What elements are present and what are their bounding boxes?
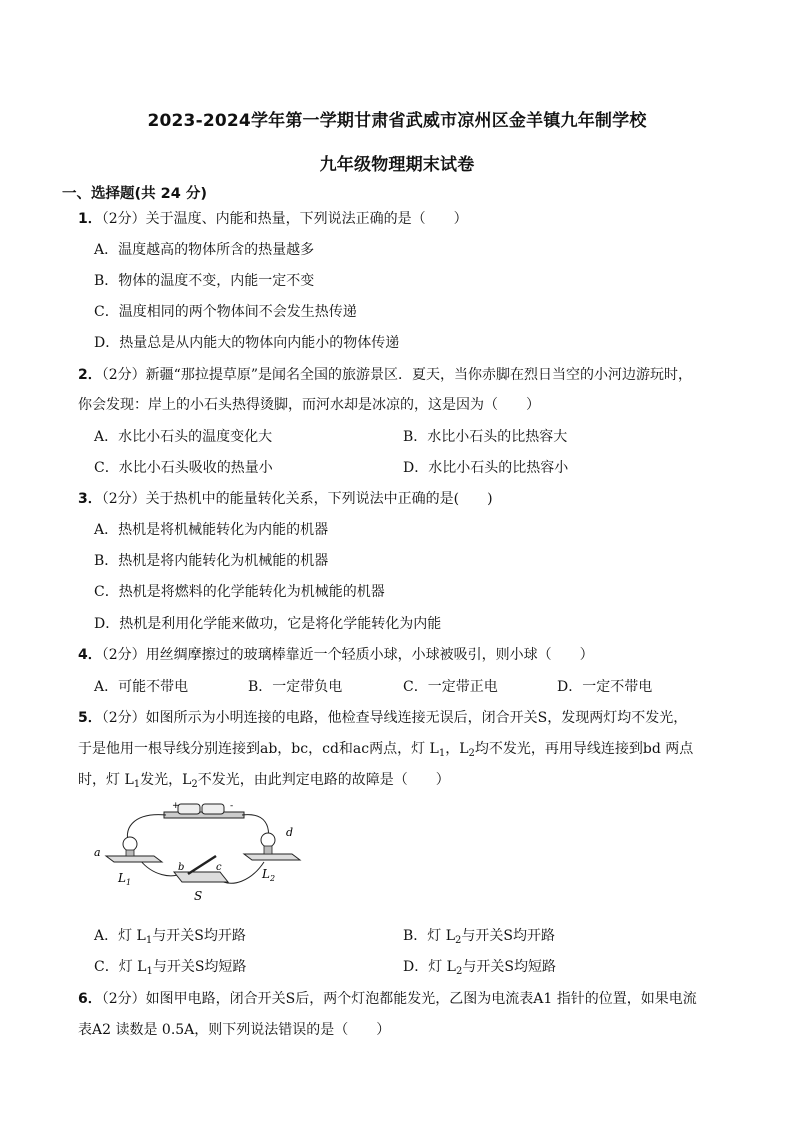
question-text: （2分）如图所示为小明连接的电路，他检查导线连接无误后，闭合开关S，发现两灯均不发光，: [101, 710, 688, 726]
q2-option-d: D．水比小石头的比热容小: [403, 460, 569, 476]
lamp-l1-socket: [126, 850, 134, 856]
q1-option-c: C．温度相同的两个物体间不会发生热传递: [94, 304, 357, 320]
question-text: （2分）关于热机中的能量转化关系，下列说法中正确的是( ): [101, 491, 493, 507]
q3-option-a: A．热机是将机械能转化为内能的机器: [94, 522, 329, 538]
lamp-l1-base: [106, 856, 162, 862]
text-run: 发光，L: [140, 772, 192, 788]
text-run: D．灯 L: [403, 959, 456, 975]
text-run: 与开关S均开路: [152, 928, 246, 944]
subscript: 1: [438, 748, 446, 759]
question-text: （2分）新疆“那拉提草原”是闻名全国的旅游景区．夏天，当你赤脚在烈日当空的小河边游玩时，: [101, 367, 692, 383]
question-5-stem-line3: [78, 769, 450, 790]
text-run: 于是他用一根导线分别连接到ab，bc，cd和ac两点，灯 L: [78, 741, 439, 757]
q1-option-d: D．热量总是从内能大的物体向内能小的物体传递: [94, 335, 400, 351]
circuit-diagram: [92, 800, 312, 912]
section-heading: 一、选择题(共 24 分): [62, 186, 208, 202]
question-number: 2．: [78, 367, 102, 383]
point-d-label: d: [286, 826, 294, 839]
q2-option-a: A．水比小石头的温度变化大: [94, 429, 273, 445]
switch-s-label: S: [194, 889, 203, 903]
question-text: （2分）用丝绸摩擦过的玻璃棒靠近一个轻质小球，小球被吸引，则小球（ ）: [101, 647, 594, 663]
question-2-stem-line2: 你会发现：岸上的小石头热得烫脚，而河水却是冰凉的，这是因为（ ）: [78, 397, 540, 413]
q5-option-c: [94, 956, 246, 977]
question-number: 6．: [78, 991, 102, 1007]
q2-option-c: C．水比小石头吸收的热量小: [94, 460, 273, 476]
question-text: （2分）关于温度、内能和热量，下列说法正确的是（ ）: [101, 211, 468, 227]
question-1-stem: [78, 208, 738, 228]
q4-option-d: D．一定不带电: [557, 679, 653, 695]
switch-base: [174, 872, 228, 882]
q4-option-b: B．一定带负电: [248, 679, 343, 695]
question-number: 4．: [78, 647, 102, 663]
subscript: 2: [455, 935, 462, 946]
lamp-l1-label: $L_1$: [118, 871, 132, 887]
subscript: 1: [133, 779, 141, 790]
text-run: 与开关S均短路: [152, 959, 247, 975]
question-3-stem: [78, 488, 738, 508]
battery-cell-2: [202, 804, 224, 814]
q5-option-b: [403, 925, 555, 946]
lamp-l2-socket: [264, 846, 272, 854]
q4-option-a: A．可能不带电: [94, 679, 189, 695]
question-6-stem-line2: 表A2 读数是 0.5A，则下列说法错误的是（ ）: [78, 1022, 391, 1038]
q3-option-d: D．热机是利用化学能来做功，它是将化学能转化为内能: [94, 616, 442, 632]
q5-option-a: [94, 925, 246, 946]
switch-lever: [188, 856, 216, 874]
text-run: C．灯 L: [94, 959, 147, 975]
q2-option-b: B．水比小石头的比热容大: [403, 429, 568, 445]
question-5-stem-line2: [78, 738, 693, 759]
exam-title-line2: 九年级物理期末试卷: [319, 155, 475, 175]
subscript: 2: [468, 748, 475, 759]
text-run: A．灯 L: [94, 928, 146, 944]
question-number: 1．: [78, 211, 102, 227]
q3-option-b: B．热机是将内能转化为机械能的机器: [94, 553, 329, 569]
battery-cell-1: [178, 804, 200, 814]
lamp-l2-label: $L_2$: [262, 867, 276, 883]
point-a-label: a: [94, 846, 101, 859]
text-run: 与开关S均开路: [461, 928, 556, 944]
text-run: 均不发光，再用导线连接到bd 两点: [474, 741, 694, 757]
lamp-l1-bulb: [123, 837, 137, 851]
question-5-stem: [78, 707, 738, 727]
q5-option-d: [403, 956, 556, 977]
text-run: ，L: [445, 741, 469, 757]
text-run: 与开关S均短路: [462, 959, 556, 975]
text-run: 时，灯 L: [78, 772, 134, 788]
question-number: 3．: [78, 491, 102, 507]
subscript: 2: [455, 966, 463, 977]
lamp-l2-base: [244, 854, 300, 860]
q3-option-c: C．热机是将燃料的化学能转化为机械能的机器: [94, 584, 385, 600]
q1-option-a: A．温度越高的物体所含的热量越多: [94, 242, 315, 258]
battery-plus-label: +: [172, 801, 180, 811]
question-2-stem: [78, 364, 738, 384]
subscript: 1: [145, 935, 153, 946]
question-4-stem: [78, 644, 738, 664]
text-run: B．灯 L: [403, 928, 456, 944]
point-c-label: c: [216, 862, 222, 873]
battery-minus-label: -: [230, 801, 234, 811]
text-run: 不发光，由此判定电路的故障是（ ）: [197, 772, 450, 788]
lamp-l2-bulb: [261, 833, 275, 847]
question-number: 5．: [78, 710, 102, 726]
q4-option-c: C．一定带正电: [403, 679, 498, 695]
subscript: 1: [146, 966, 153, 977]
point-b-label: b: [178, 862, 185, 873]
question-text: （2分）如图甲电路，闭合开关S后，两个灯泡都能发光，乙图为电流表A1 指针的位置，如果电流: [101, 991, 697, 1007]
q1-option-b: B．物体的温度不变，内能一定不变: [94, 273, 315, 289]
exam-title-line1: 2023-2024学年第一学期甘肃省武威市凉州区金羊镇九年制学校: [147, 111, 647, 131]
subscript: 2: [191, 779, 198, 790]
question-6-stem: [78, 988, 738, 1008]
